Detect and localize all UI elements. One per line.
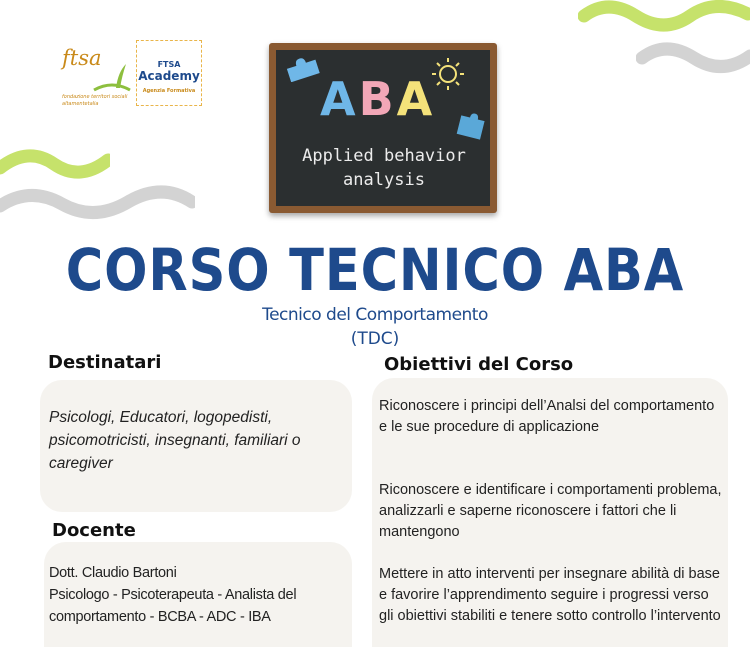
academy-logo-line2: Academy xyxy=(138,69,200,83)
blackboard-line-2: analysis xyxy=(343,170,425,190)
green-wave-left xyxy=(0,140,110,184)
destinatari-card xyxy=(40,380,352,512)
docente-heading: Docente xyxy=(52,520,136,541)
blackboard-surface xyxy=(276,50,490,206)
destinatari-heading: Destinatari xyxy=(48,352,162,373)
letter-a-blue: A xyxy=(320,72,359,126)
aba-blackboard-image xyxy=(269,43,497,213)
academy-logo-line1: FTSA xyxy=(157,60,181,69)
gray-wave-top-right xyxy=(636,36,750,82)
ftsa-academy-logo xyxy=(136,40,202,106)
obiettivi-heading: Obiettivi del Corso xyxy=(384,354,574,375)
obiettivi-card xyxy=(372,378,728,647)
puzzle-icon-blue xyxy=(286,56,320,82)
leaf-icon xyxy=(92,60,132,94)
destinatari-text: Psicologi, Educatori, logopedisti, psicomotricisti, insegnanti, familiari o caregiver xyxy=(49,409,301,472)
obiettivo-item-1: Riconoscere i principi dell’Analsi del comportamento e le sue procedure di applicazione xyxy=(379,398,715,435)
academy-logo-line3: Agenzia Formativa xyxy=(142,88,196,94)
page-title: CORSO TECNICO ABA xyxy=(65,236,685,304)
letter-b-pink: B xyxy=(358,72,397,126)
ftsa-logo-subtitle: fondazione territori sociali altamentetalia xyxy=(62,94,128,107)
page-subtitle: Tecnico del Comportamento xyxy=(262,305,488,325)
obiettivo-item-3: Mettere in atto interventi per insegnare abilità di base e favorire l’apprendimento seguire i progressi verso gli obiettivi stabiliti e tenere sotto controllo l’intervento xyxy=(379,566,721,624)
blackboard-aba-letters xyxy=(320,72,435,126)
page-subtitle-acronym: (TDC) xyxy=(350,329,400,349)
docente-card xyxy=(44,542,352,647)
ftsa-logo xyxy=(62,42,132,112)
blackboard-line-1: Applied behavior xyxy=(302,146,466,166)
obiettivo-item-2: Riconoscere e identificare i comportamenti problema, analizzarli e saperne riconoscere i fattori che li mantengono xyxy=(379,482,722,540)
letter-a-yellow: A xyxy=(396,72,436,126)
docente-role: Psicologo - Psicoterapeuta - Analista del comportamento - BCBA - ADC - IBA xyxy=(49,587,297,625)
ftsa-logo-word: ftsa xyxy=(62,46,102,70)
puzzle-icon-cyan xyxy=(456,112,486,140)
gray-wave-left xyxy=(0,180,195,224)
docente-name: Dott. Claudio Bartoni xyxy=(49,565,177,581)
